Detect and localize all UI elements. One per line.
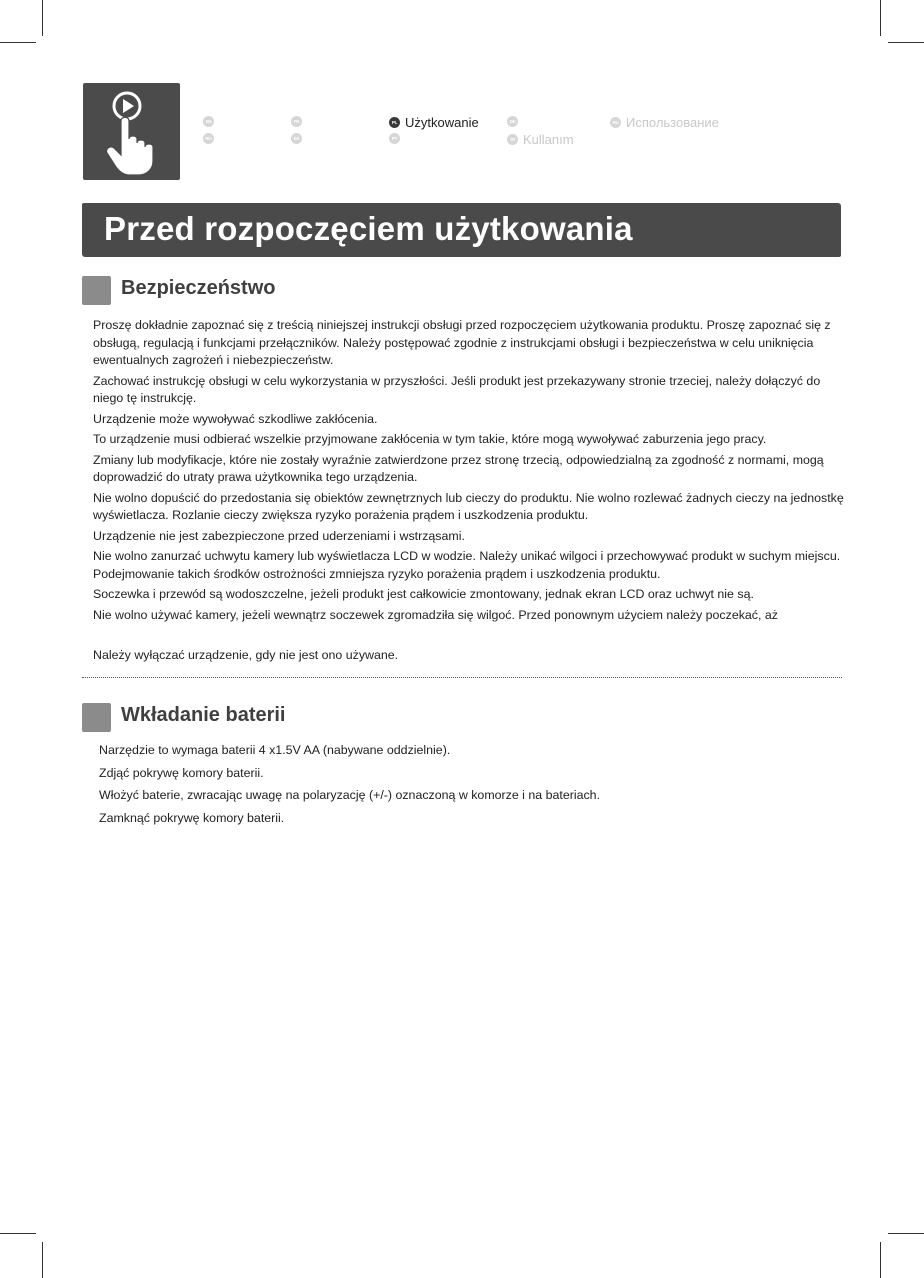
lang-label: Użytkowanie xyxy=(405,115,479,130)
section-marker xyxy=(82,276,111,305)
crop-mark xyxy=(888,1233,924,1234)
lang-tr xyxy=(507,132,574,147)
lang-code-badge: RU xyxy=(610,117,621,128)
paragraph: Zmiany lub modyfikacje, które nie zostały wyraźnie zatwierdzone przez stronę trzecią, odpowiedzialną za zgodność z normami, mogą doprowadzić do utraty prawa użytkownika tego urządzenia. xyxy=(93,452,824,484)
language-selector xyxy=(203,115,843,149)
crop-mark xyxy=(42,1242,43,1278)
paragraph: Nie wolno używać kamery, jeżeli wewnątrz soczewek zgromadziła się wilgoć. Przed ponownym użyciem należy poczekać, aż xyxy=(93,607,778,622)
crop-mark xyxy=(42,0,43,36)
lang-ru xyxy=(610,115,719,130)
list-item: Narzędzie to wymaga baterii 4 x1.5V AA (nabywane oddzielnie). xyxy=(99,743,451,757)
crop-mark xyxy=(0,42,36,43)
safety-text xyxy=(93,317,845,668)
lang-es xyxy=(291,133,307,144)
list-item: Zdjąć pokrywę komory baterii. xyxy=(99,765,264,780)
paragraph: Proszę dokładnie zapoznać się z treścią niniejszej instrukcji obsługi przed rozpoczęciem użytkowania produktu. Proszę zapoznać się z obsługą, regulacją i funkcjami przełączników. Należy postępować zgodnie z instrukcjami obsługi i bezpieczeństwa w celu uniknięcia ewentualnych zagrożeń i niebezpieczeństw. xyxy=(93,318,831,367)
paragraph: Nie wolno zanurzać uchwytu kamery lub wyświetlacza LCD w wodzie. Należy unikać wilgoci i przechowywać produkt w suchym miejscu. Podejmowanie takich środków ostrożności zmniejsza ryzyko porażenia prądem i uszkodzenia produktu. xyxy=(93,549,841,581)
crop-mark xyxy=(0,1233,36,1234)
list-item: Włożyć baterie, zwracając uwagę na polaryzację (+/-) oznaczoną w komorze i na bateriach. xyxy=(99,788,601,802)
list-item: Zamknąć pokrywę komory baterii. xyxy=(99,810,285,825)
paragraph: Zachować instrukcję obsługi w celu wykorzystania w przyszłości. Jeśli produkt jest przekazywany stronie trzeciej, należy dołączyć do niego tę instrukcję. xyxy=(93,373,821,405)
section-heading: Bezpieczeństwo xyxy=(121,277,276,299)
battery-steps xyxy=(99,742,851,832)
lang-code-badge: RO xyxy=(203,133,214,144)
crop-mark xyxy=(880,0,881,36)
paragraph: Urządzenie nie jest zabezpieczone przed uderzeniami i wstrząsami. xyxy=(93,528,465,543)
lang-code-badge: DE xyxy=(507,116,518,127)
paragraph: Soczewka i przewód są wodoszczelne, jeżeli produkt jest całkowicie zmontowany, jednak ekran LCD oraz uchwyt nie są. xyxy=(93,587,754,601)
paragraph: Urządzenie może wywoływać szkodliwe zakłócenia. xyxy=(93,411,378,426)
lang-de xyxy=(507,116,523,127)
lang-label: Использование xyxy=(626,115,719,130)
lang-code-badge: EN xyxy=(203,116,214,127)
lang-code-badge: FR xyxy=(291,116,302,127)
hand-touch-play-icon xyxy=(83,83,180,180)
lang-code-badge: ES xyxy=(291,133,302,144)
lang-ro xyxy=(203,133,219,144)
section-divider xyxy=(82,677,842,678)
section-marker xyxy=(82,703,111,732)
lang-label: Kullanım xyxy=(523,132,574,147)
paragraph: Nie wolno dopuścić do przedostania się obiektów zewnętrznych lub cieczy do produktu. Nie wolno rozlewać żadnych cieczy na jednostkę wyświetlacza. Rozlanie cieczy zwiększa ryzyko porażenia prądem i uszkodzenia produktu. xyxy=(93,490,844,522)
section-heading: Wkładanie baterii xyxy=(121,704,286,726)
paragraph: To urządzenie musi odbierać wszelkie przyjmowane zakłócenia w tym takie, które mogą wywoływać zaburzenia jego pracy. xyxy=(93,432,767,446)
page-title: Przed rozpoczęciem użytkowania xyxy=(104,210,633,247)
crop-mark xyxy=(888,42,924,43)
title-banner xyxy=(82,203,841,257)
lang-pt xyxy=(389,133,405,144)
paragraph: Należy wyłączać urządzenie, gdy nie jest ono używane. xyxy=(93,648,399,662)
lang-fr xyxy=(291,116,307,127)
lang-code-badge: PT xyxy=(389,133,400,144)
crop-mark xyxy=(880,1242,881,1278)
lang-code-badge: PL xyxy=(389,117,400,128)
lang-pl xyxy=(389,115,479,130)
lang-code-badge: TR xyxy=(507,134,518,145)
lang-en xyxy=(203,116,219,127)
